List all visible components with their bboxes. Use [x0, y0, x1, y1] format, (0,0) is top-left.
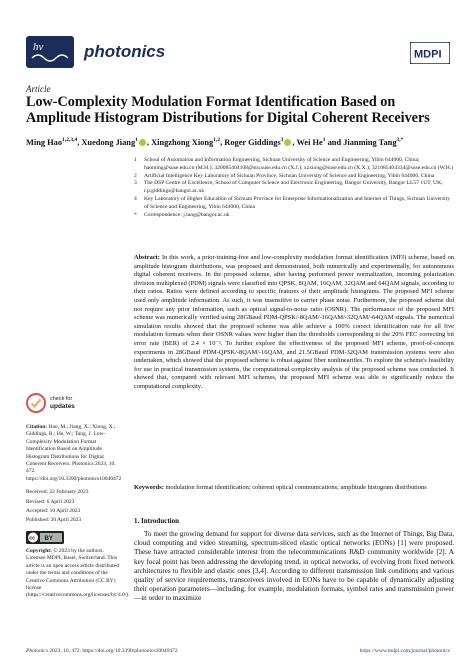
abstract-label: Abstract:: [134, 254, 160, 261]
svg-text:hv: hv: [33, 41, 44, 53]
svg-text:BY: BY: [44, 535, 53, 542]
date-revised: Revised: 6 April 2023: [26, 498, 75, 505]
author-affiliation-mark: 1: [135, 137, 138, 143]
citation-label: Citation:: [26, 424, 48, 430]
check-for-updates-button[interactable]: [26, 392, 124, 416]
footer-citation: Photonics 2023, 10, 472. https://doi.org/10.3390/photonics10040472: [26, 648, 178, 654]
keywords-label: Keywords:: [134, 484, 164, 491]
citation-block: [26, 424, 124, 483]
citation-text: Hao, M.; Jiang, X.; Xiong, X.; Giddings, R.; He, W.; Tang, J. Low-Complexity Modulation Format Identification Based on Amplitude Histogram Distributions for Digital Coherent Receivers. Photonics 2023, 10, 472. https://doi.org/10.3390/photonics10040472: [26, 424, 122, 482]
author-affiliation-mark: 1: [322, 137, 326, 143]
keywords-text: modulation format identification; coherent optical communications; amplitude histogram distributions: [165, 484, 427, 491]
copyright-block: [26, 547, 130, 600]
copyright-text: © 2023 by the authors. Licensee MDPI, Basel, Switzerland. This article is an open access article distributed under the terms and conditions of the Creative Commons Attribution (CC BY) license (https://creativecommons.org/licenses/by/4.0/).: [26, 547, 130, 599]
svg-text:MDPI: MDPI: [414, 48, 442, 61]
footer-journal-link[interactable]: https://www.mdpi.com/journal/photonics: [359, 648, 450, 654]
journal-name: photonics: [84, 42, 166, 61]
abstract: [134, 254, 454, 392]
affiliation-item: 2 Artificial Intelligence Key Laboratory of Sichuan Province, Sichuan University of Science and Engineering, Yibin 644000, China: [134, 172, 435, 179]
author-name[interactable]: Roger Giddings: [224, 137, 281, 147]
svg-text:cc: cc: [29, 535, 36, 542]
copyright-label: Copyright:: [26, 547, 52, 554]
affiliation-item: * Correspondence: j.tang@bangor.ac.uk: [134, 211, 230, 218]
affiliation-item: 4 Key Laboratory of Higher Education of Sichuan Province for Enterprise Informationalization and Internet of Things, Sichuan University of Science and Engineering, Yibin 644000, China: [134, 195, 451, 210]
author-name[interactable]: Jianming Tang: [343, 137, 397, 147]
author-name[interactable]: Ming Hao: [26, 137, 63, 147]
author-name[interactable]: Xingzhong Xiong: [151, 137, 214, 147]
check-for-updates-icon: [26, 393, 46, 413]
abstract-text: In this work, a prior-training-free and low-complexity modulation format identification (MFI) scheme, based on amplitude histogram distributions, was proposed and demonstrated, both numerically and experimentally, for autonomous digital coherent receivers. In the proposed scheme, after having performed power normalization, incoming polarization division multiplexed (PDM) signals were classified into QPSK, 8QAM, 16QAM, 32QAM and 64QAM signals, according to their ratios. Ratios were defined according to specific features of their amplitude histograms. The proposed MFI scheme used only amplitude information. As such, it was insensitive to carrier phase noise. Furthermore, the proposed scheme did not require any prior information, such as optical signal-to-noise ratio (OSNR). The performance of the proposed MFI scheme was numerically verified using 28GBaud PDM-QPSK/-8QAM/-16QAM/-32QAM/-64QAM signals. The numerical simulation results showed that the proposed scheme was able achieve a 100% correct identification rate for all five modulation formats when their OSNR values were higher than the thresholds corresponding to the 20% FEC correcting bit error rate (BER) of 2.4 × 10⁻². To further explore the effectiveness of the proposed MFI scheme, proof-of-concept experiments in 28GBaud PDM-QPSK/-8QAM/-16QAM, and 21.5GBaud PDM-32QAM transmission systems were also undertaken, which showed that the proposed scheme is robust against fiber nonlinearities. To explore the scheme's feasibility for use in practical transmission systems, the computational complexity analysis of the proposed scheme was conducted. It showed that, compared with relevant MFI schemes, the proposed MFI scheme was able to significantly reduce the computational complexity.: [134, 254, 454, 390]
date-published: Published: 20 April 2023: [26, 517, 82, 524]
author-affiliation-mark: 1,2,3,4: [62, 137, 78, 143]
author-name[interactable]: Wei He: [296, 137, 323, 147]
article-sidebar: [26, 392, 130, 600]
orcid-icon[interactable]: [284, 139, 291, 146]
article-type-label: Article: [26, 84, 51, 94]
affiliation-item: 3 The DSP Centre of Excellence, School of Computer Science and Electronic Engineering, Bangor University, Bangor LL57 1UT, UK; r.p.giddings@bangor.ac.uk: [134, 180, 443, 195]
affiliation-item: 1 School of Automation and Information Engineering, Sichuan University of Science and Engineering, Yibin 644000, China; haoming@suse.edu.cn (M.H.); 320085404108@stu.suse.edu.cn (X.J.); xzxiong@suse.edu.cn (X.X.); 321085404334@suse.edu.cn (W.H.): [134, 157, 454, 171]
mdpi-logo-icon[interactable]: [410, 42, 450, 64]
author-affiliation-mark: 1,2: [213, 137, 221, 143]
journal-logo-icon: [26, 36, 74, 68]
check-for-updates-label: check for updates: [50, 396, 75, 410]
author-list: Ming Hao$^{1,2,3,4}$, Xuedong Jiang$^1$ , Xingzhong Xiong$^{1,2}$, Roger Giddings$^3$ , Wei He$^1$ and Jianming Tang$^{3,*}$: [26, 137, 404, 147]
journal-header: [26, 28, 450, 68]
article-title: Low-Complexity Modulation Format Identification Based on Amplitude Histogram Distributions for Digital Coherent Receivers: [26, 94, 430, 126]
affiliations: [134, 157, 454, 219]
author-connector: and: [327, 137, 342, 147]
author-name[interactable]: Xuedong Jiang: [81, 137, 136, 147]
introduction-paragraph: To meet the growing demand for support for diverse data services, such as the Internet of Things, Big Data, cloud computing and video streaming, spectrum-sliced elastic optical networks (EONs) [1] were proposed. These have attracted considerable interest from the telecommunications R&D community worldwide [2]. A key focal point has been addressing the developing trend, in optical networks, of evolving from fixed network architectures to flexible and elastic ones [3,4]. According to different transmission link conditions and various quality of service requirements, transceivers involved in EONs have to be capable of dynamically adjusting their operation parameters—including, for example, modulation formats, symbol rates and transmission power—in order to maximize: [134, 530, 454, 603]
date-received: Received: 22 February 2023: [26, 489, 89, 496]
author-affiliation-mark: 3: [280, 137, 284, 143]
author-affiliation-mark: 3,*: [396, 137, 404, 143]
orcid-icon[interactable]: [139, 139, 146, 146]
section-heading: 1. Introduction: [134, 517, 179, 525]
publication-dates: [26, 489, 124, 525]
cc-license-icon[interactable]: [26, 531, 64, 544]
keywords: [134, 484, 454, 493]
date-accepted: Accepted: 10 April 2023: [26, 508, 81, 515]
